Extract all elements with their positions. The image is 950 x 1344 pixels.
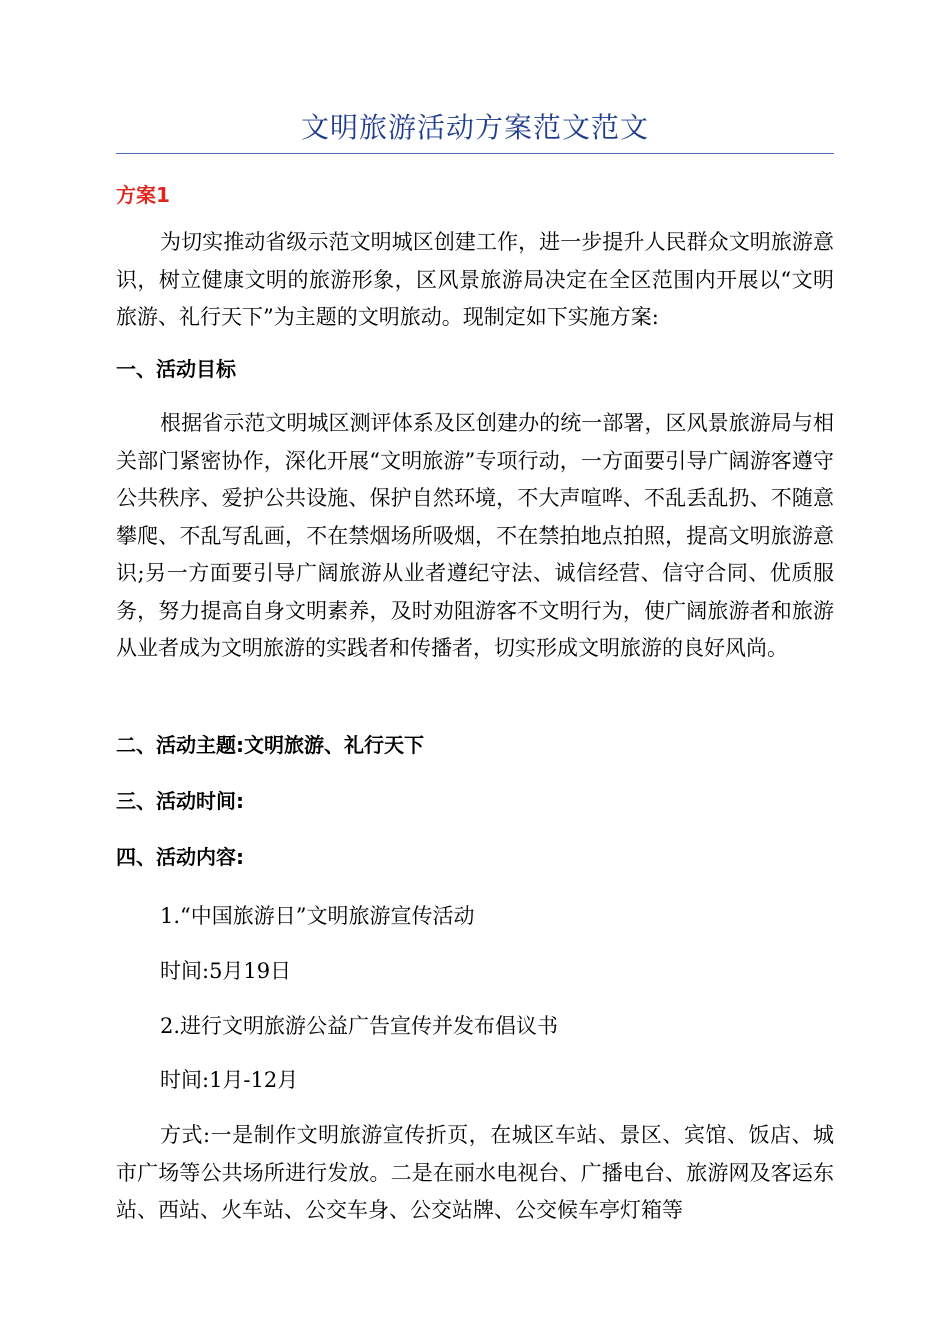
plan-label: 方案1 [116, 183, 170, 207]
item-2-time: 时间:1月-12月 [160, 1068, 299, 1092]
section-heading-content: 四、活动内容: [116, 845, 244, 869]
section-heading-goal: 一、活动目标 [116, 357, 236, 381]
item-1-title: 1.“中国旅游日”文明旅游宣传活动 [160, 904, 475, 928]
item-1-time: 时间:5月19日 [160, 959, 292, 983]
document-title: 文明旅游活动方案范文范文 [300, 111, 649, 144]
section-heading-theme: 二、活动主题:文明旅游、礼行天下 [116, 733, 424, 757]
title-underline [116, 153, 834, 154]
intro-paragraph: 为切实推动省级示范文明城区创建工作，进一步提升人民群众文明旅游意识，树立健康文明的旅游形象，区风景旅游局决定在全区范围内开展以“文明旅游、礼行天下”为主题的文明旅动。现制定如下实施方案: [116, 230, 834, 329]
item-2-title: 2.进行文明旅游公益广告宣传并发布倡议书 [160, 1014, 559, 1038]
item-2-method-paragraph: 方式:一是制作文明旅游宣传折页，在城区车站、景区、宾馆、饭店、城市广场等公共场所进行发放。二是在丽水电视台、广播电台、旅游网及客运东站、西站、火车站、公交车身、公交站牌、公交候车亭灯箱等 [116, 1123, 834, 1222]
section-heading-time: 三、活动时间: [116, 789, 244, 813]
goal-paragraph: 根据省示范文明城区测评体系及区创建办的统一部署，区风景旅游局与相关部门紧密协作，深化开展“文明旅游”专项行动，一方面要引导广阔游客遵守公共秩序、爱护公共设施、保护自然环境，不大声喧哗、不乱丢乱扔、不随意攀爬、不乱写乱画，不在禁烟场所吸烟，不在禁拍地点拍照，提高文明旅游意识;另一方面要引导广阔旅游从业者遵纪守法、诚信经营、信守合同、优质服务，努力提高自身文明素养，及时劝阻游客不文明行为，使广阔旅游者和旅游从业者成为文明旅游的实践者和传播者，切实形成文明旅游的良好风尚。 [116, 411, 834, 660]
